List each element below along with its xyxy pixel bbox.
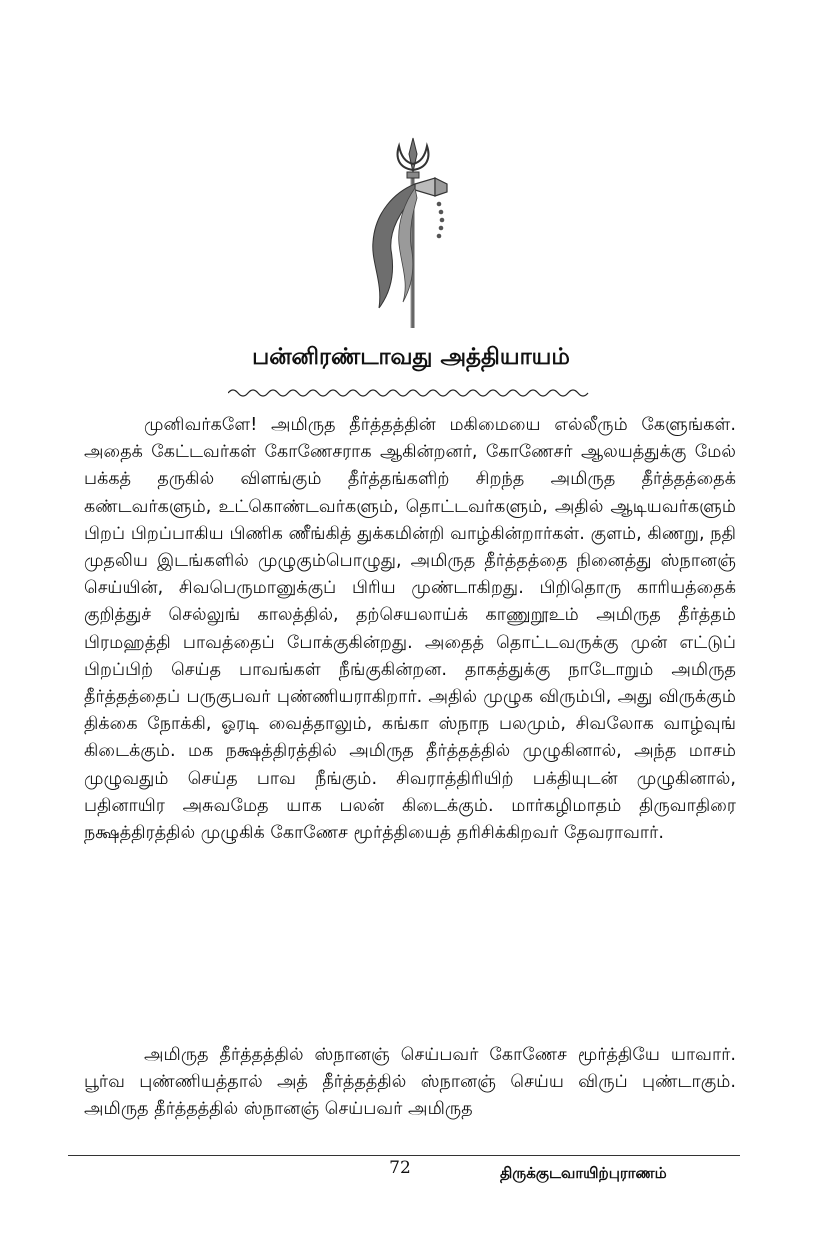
paragraph-1	[84, 412, 736, 847]
chapter-title: பன்னிரண்டாவது அத்தியாயம்	[252, 344, 570, 370]
paragraph-1-text: முனிவர்களே! அமிருத தீர்த்தத்தின் மகிமையை எல்லீரும் கேளுங்கள். அதைக் கேட்டவர்கள் கோணேசராக ஆகின்றனர், கோணேசர் ஆலயத்துக்கு மேல் பக்கத் தருகில் விளங்கும் தீர்த்தங்களிற் சிறந்த அமிருத தீர்த்தத்தைக் கண்டவர்களும், உட்கொண்டவர்களும், தொட்டவர்களும், அதில் ஆடியவர்களும் பிறப் பிறப்பாகிய பிணிக ணீங்கித் துக்கமின்றி வாழ்கின்றார்கள். குளம், கிணறு, நதி முதலிய இடங்களில் முழுகும்பொழுது, அமிருத தீர்த்தத்தை நினைத்து ஸ்நானஞ் செய்யின், சிவபெருமானுக்குப் பிரிய முண்டாகிறது. பிறிதொரு காரியத்தைக் குறித்துச் செல்லுங் காலத்தில், தற்செயலாய்க் காணுறூஉம் அமிருத தீர்த்தம் பிரமஹத்தி பாவத்தைப் போக்குகின்றது. அதைத் தொட்டவருக்கு முன் எட்டுப் பிறப்பிற் செய்த பாவங்கள் நீங்குகின்றன. தாகத்துக்கு நாடோறும் அமிருத தீர்த்தத்தைப் பருகுபவர் புண்ணியராகிறார். அதில் முழுக விரும்பி, அது விருக்கும் திக்கை நோக்கி, ஓரடி வைத்தாலும், கங்கா ஸ்நாந பலமும், சிவலோக வாழ்வுங் கிடைக்கும். மக நக்ஷத்திரத்தில் அமிருத தீர்த்தத்தில் முழுகினால், அந்த மாசம் முழுவதும் செய்த பாவ நீங்கும். சிவராத்திரியிற் பக்தியுடன் முழுகினால், பதினாயிர அசுவமேத யாக பலன் கிடைக்கும். மார்கழிமாதம் திருவாதிரை நக்ஷத்திரத்தில் முழுகிக் கோணேச மூர்த்தியைத் தரிசிக்கிறவர் தேவராவார்.	[84, 415, 736, 844]
trident-ornament-icon	[355, 132, 465, 332]
paragraph-2	[84, 1042, 736, 1124]
wavy-divider	[228, 386, 594, 400]
footer-rule	[68, 1155, 740, 1156]
running-title: திருக்குடவாயிற்புராணம்	[500, 1164, 667, 1182]
paragraph-2-text: அமிருத தீர்த்தத்தில் ஸ்நானஞ் செய்பவர் கோணேச மூர்த்தியே யாவார். பூர்வ புண்ணியத்தால் அத் தீர்த்தத்தில் ஸ்நானஞ் செய்ய விருப் புண்டாகும். அமிருத தீர்த்தத்தில் ஸ்நானஞ் செய்பவர் அமிருத	[84, 1045, 736, 1120]
page-number: 72	[389, 1158, 411, 1178]
